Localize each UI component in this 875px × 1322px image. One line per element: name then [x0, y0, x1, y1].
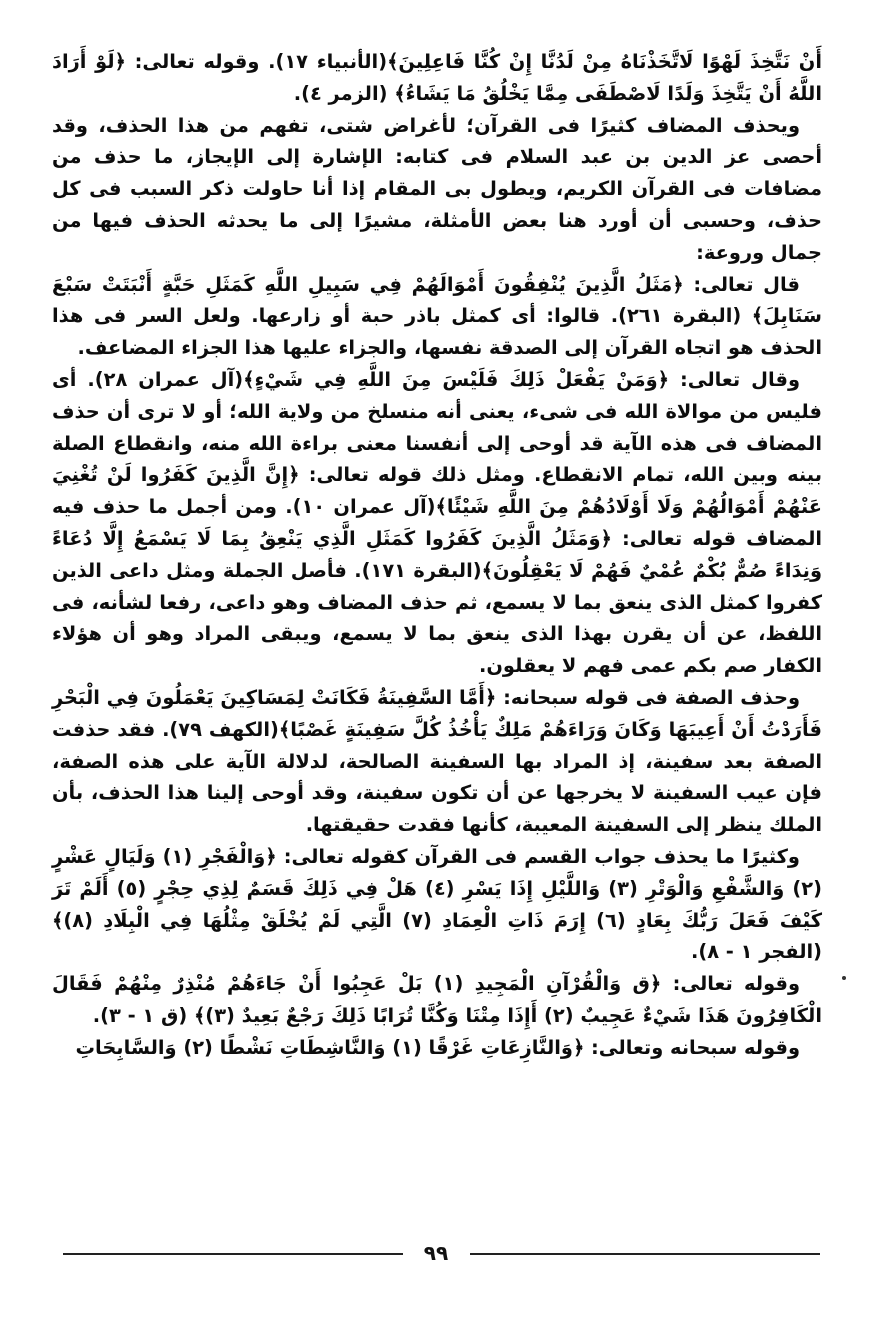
paragraph-mudaf-intro: ويحذف المضاف كثيرًا فى القرآن؛ لأغراض شتى، تفهم من هذا الحذف، وقد أحصى عز الدين بن عبد السلام فى كتابه: الإشارة إلى الإيجاز، ما حذف من مضافات فى القرآن الكريم، ويطول بى المقام إذا أنا حاولت ذكر السبب فى كل حذف، وحسبى أن أورد هنا بعض الأمثلة، مشيرًا إلى ما يحدثه الحذف فيها من جمال وروعة: [52, 113, 822, 264]
footer-rule-left [63, 1253, 403, 1255]
paragraph-qaf: وقوله تعالى: ﴿ق وَالْقُرْآنِ الْمَجِيدِ (١) بَلْ عَجِبُوا أَنْ جَاءَهُمْ مُنْذِرٌ مِنْهُمْ فَقَالَ الْكَافِرُونَ هَذَا شَيْءٌ عَجِيبٌ (٢) أَإِذَا مِتْنَا وَكُنَّا تُرَابًا ذَلِكَ رَجْعٌ بَعِيدٌ (٣)﴾ (ق ١ - ٣). [52, 972, 822, 1027]
body-text [52, 46, 822, 1064]
paragraph-kahf-79: وحذف الصفة فى قوله سبحانه: ﴿أَمَّا السَّفِينَةُ فَكَانَتْ لِمَسَاكِينَ يَعْمَلُونَ فِي الْبَحْرِ فَأَرَدْتُ أَنْ أَعِيبَهَا وَكَانَ وَرَاءَهُمْ مَلِكٌ يَأْخُذُ كُلَّ سَفِينَةٍ غَصْبًا﴾(الكهف ٧٩). فقد حذفت الصفة بعد سفينة، إذ المراد بها السفينة الصالحة، لدلالة الآية على هذه الصفة، فإن عيب السفينة لا يخرجها عن أن تكون سفينة، وقد أوحى إلينا هذا الحذف، بأن الملك ينظر إلى السفينة المعيبة، كأنها فقدت حقيقتها. [52, 685, 822, 837]
paragraph-fajr: وكثيرًا ما يحذف جواب القسم فى القرآن كقوله تعالى: ﴿وَالْفَجْرِ (١) وَلَيَالٍ عَشْرٍ (٢) وَالشَّفْعِ وَالْوَتْرِ (٣) وَاللَّيْلِ إِذَا يَسْرِ (٤) هَلْ فِي ذَلِكَ قَسَمٌ لِذِي حِجْرٍ (٥) أَلَمْ تَرَ كَيْفَ فَعَلَ رَبُّكَ بِعَادٍ (٦) إِرَمَ ذَاتِ الْعِمَادِ (٧) الَّتِي لَمْ يُخْلَقْ مِثْلُهَا فِي الْبِلَادِ (٨)﴾ (الفجر ١ - ٨). [52, 844, 823, 964]
paragraph-baqarah-261: قال تعالى: ﴿مَثَلُ الَّذِينَ يُنْفِقُونَ أَمْوَالَهُمْ فِي سَبِيلِ اللَّهِ كَمَثَلِ حَبَّةٍ أَنْبَتَتْ سَبْعَ سَنَابِلَ﴾ (البقرة ٢٦١). قالوا: أى كمثل باذر حبة أو زارعها. ولعل السر فى هذا الحذف هو اتجاه القرآن إلى الصدقة نفسها، والجزاء عليها هذا الجزاء المضاعف. [52, 272, 822, 360]
paragraph-continuation: أَنْ نَتَّخِذَ لَهْوًا لَاتَّخَذْنَاهُ مِنْ لَدُنَّا إِنْ كُنَّا فَاعِلِينَ﴾(الأنبياء ١٧). وقوله تعالى: ﴿لَوْ أَرَادَ اللَّهُ أَنْ يَتَّخِذَ وَلَدًا لَاصْطَفَى مِمَّا يَخْلُقُ مَا يَشَاءُ﴾ (الزمر ٤). [52, 50, 823, 105]
paragraph-naziat: وقوله سبحانه وتعالى: ﴿وَالنَّازِعَاتِ غَرْقًا (١) وَالنَّاشِطَاتِ نَشْطًا (٢) وَالسَّابِحَاتِ [75, 1035, 800, 1059]
paragraph-al-imran: وقال تعالى: ﴿وَمَنْ يَفْعَلْ ذَلِكَ فَلَيْسَ مِنَ اللَّهِ فِي شَيْءٍ﴾(آل عمران ٢٨). أى فليس من موالاة الله فى شىء، يعنى أنه منسلخ من ولاية الله؛ أو لا ترى أن حذف المضاف فى هذه الآية قد أوحى إلى أنفسنا معنى براءة الله منه، وانقطاع الصلة بينه وبين الله، تمام الانقطاع. ومثل ذلك قوله تعالى: ﴿إِنَّ الَّذِينَ كَفَرُوا لَنْ تُغْنِيَ عَنْهُمْ أَمْوَالُهُمْ وَلَا أَوْلَادُهُمْ مِنَ اللَّهِ شَيْئًا﴾(آل عمران ١٠). ومن أجمل ما حذف فيه المضاف قوله تعالى: ﴿وَمَثَلُ الَّذِينَ كَفَرُوا كَمَثَلِ الَّذِي يَنْعِقُ بِمَا لَا يَسْمَعُ إِلَّا دُعَاءً وَنِدَاءً صُمٌّ بُكْمٌ عُمْيٌ فَهُمْ لَا يَعْقِلُونَ﴾(البقرة ١٧١). فأصل الجملة ومثل داعى الذين كفروا كمثل الذى ينعق بما لا يسمع، ثم حذف المضاف وهو داعى، رفعا لشأنه، فى اللفظ، عن أن يقرن بهذا الذى ينعق بما لا يسمع، ويبقى المراد وهو أن هؤلاء الكفار صم بكم عمى فهم لا يعقلون. [52, 367, 823, 678]
page-number: ٩٩ [423, 1241, 449, 1265]
footer-rule-right [470, 1253, 820, 1255]
margin-dot [842, 976, 846, 980]
